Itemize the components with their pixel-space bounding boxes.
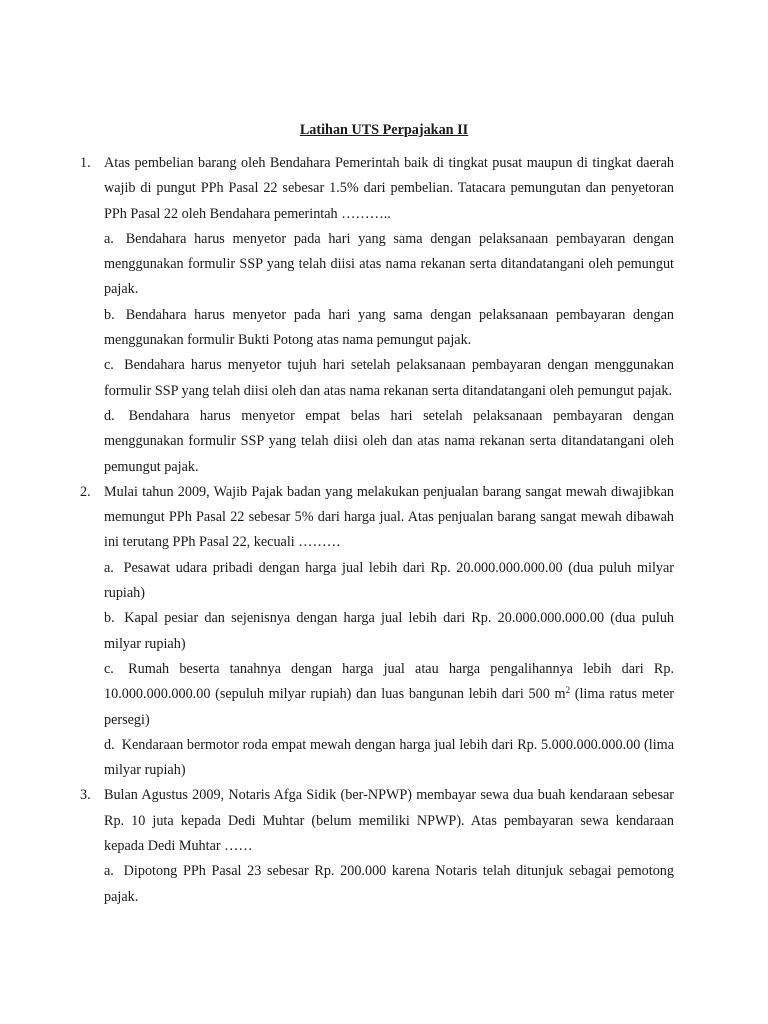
document-title: Latihan UTS Perpajakan II xyxy=(299,122,469,138)
option-c xyxy=(104,657,674,733)
option-text-continued: (lima ratus meter persegi) xyxy=(104,686,674,728)
option-text: Bendahara harus menyetor pada hari yang sama dengan pelaksanaan pembayaran dengan menggunakan formulir Bukti Potong atas nama pemungut pajak. xyxy=(104,306,674,349)
option-text: Pesawat udara pribadi dengan harga jual lebih dari Rp. 20.000.000.000.00 (dua puluh milyar rupiah) xyxy=(104,559,675,602)
question-1 xyxy=(0,151,768,480)
option-label: a. xyxy=(104,230,114,247)
question-3 xyxy=(0,783,768,909)
question-number: 3. xyxy=(80,787,91,804)
option-a xyxy=(104,556,674,607)
question-text: Bulan Agustus 2009, Notaris Afga Sidik (ber-NPWP) membayar sewa dua buah kendaraan sebesar Rp. 10 juta kepada Dedi Muhtar (belum memiliki NPWP). Atas pembayaran sewa kendaraan kepada Dedi Muhtar …… xyxy=(104,787,674,855)
option-a xyxy=(104,227,674,303)
question-list xyxy=(0,151,768,910)
option-label: b. xyxy=(104,306,115,323)
option-label: b. xyxy=(104,610,115,627)
question-text: Atas pembelian barang oleh Bendahara Pemerintah baik di tingkat pusat maupun di tingkat daerah wajib di pungut PPh Pasal 22 sebesar 1.5% dari pembelian. Tatacara pemungutan dan penyetoran PPh Pasal 22 oleh Bendahara pemerintah ……….. xyxy=(104,155,674,222)
option-label: c. xyxy=(104,357,114,374)
option-text: Kendaraan bermotor roda empat mewah dengan harga jual lebih dari Rp. 5.000.000.000.00 (lima milyar rupiah) xyxy=(104,736,674,779)
option-text: Bendahara harus menyetor empat belas hari setelah pelaksanaan pembayaran dengan menggunakan formulir SSP yang telah diisi oleh dan atas nama rekanan serta ditandatangani oleh pemungut pajak. xyxy=(104,407,675,475)
question-number: 1. xyxy=(80,155,91,171)
question-2 xyxy=(0,480,768,784)
option-text: Bendahara harus menyetor tujuh hari setelah pelaksanaan pembayaran dengan menggunakan formulir SSP yang telah diisi oleh dan atas nama rekanan serta ditandatangani oleh pemungut pajak. xyxy=(104,357,674,399)
option-d xyxy=(104,404,674,480)
superscript: 2 xyxy=(565,685,571,696)
option-label: a. xyxy=(104,559,114,576)
option-c xyxy=(104,353,674,404)
question-number: 2. xyxy=(80,483,91,500)
option-text: Kapal pesiar dan sejenisnya dengan harga jual lebih dari Rp. 20.000.000.000.00 (dua puluh milyar rupiah) xyxy=(104,610,675,652)
option-text: Bendahara harus menyetor pada hari yang sama dengan pelaksanaan pembayaran dengan menggunakan formulir SSP yang telah diisi atas nama rekanan serta ditandatangani oleh pemungut pajak. xyxy=(104,230,674,298)
option-label: a. xyxy=(104,863,114,880)
option-label: d. xyxy=(104,407,115,424)
question-text: Mulai tahun 2009, Wajib Pajak badan yang melakukan penjualan barang sangat mewah diwajibkan memungut PPh Pasal 22 sebesar 5% dari harga jual. Atas penjualan barang sangat mewah dibawah ini terutang PPh Pasal 22, kecuali ……… xyxy=(104,483,674,551)
option-label: c. xyxy=(104,660,114,677)
option-text: Rumah beserta tanahnya dengan harga jual atau harga pengalihannya lebih dari Rp. 10.000.000.000.00 (sepuluh milyar rupiah) dan luas bangunan lebih dari 500 m xyxy=(104,660,674,703)
option-d xyxy=(104,733,674,784)
option-b xyxy=(104,606,674,657)
option-a xyxy=(104,859,674,910)
option-b xyxy=(104,303,674,354)
option-label: d. xyxy=(104,736,115,753)
option-text: Dipotong PPh Pasal 23 sebesar Rp. 200.000 karena Notaris telah ditunjuk sebagai pemotong pajak. xyxy=(104,863,674,905)
